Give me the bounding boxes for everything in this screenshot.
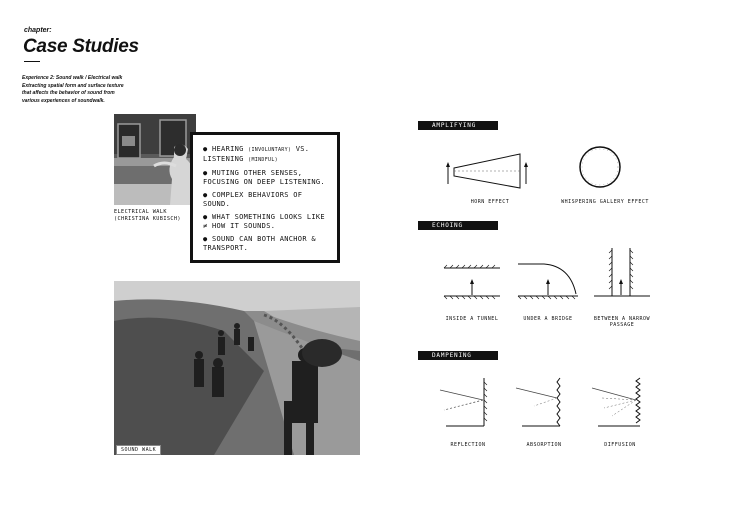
narrow-passage-diagram	[590, 244, 654, 304]
note-small: (MINDFUL)	[248, 156, 278, 163]
chapter-label: chapter:	[24, 27, 52, 34]
intro-line: Extracting spatial form and surface texture	[22, 82, 124, 89]
note-item	[203, 145, 329, 164]
note-item	[203, 213, 329, 230]
diffusion-caption: DIFFUSION	[604, 442, 636, 448]
notes-box	[190, 132, 340, 263]
bridge-caption: UNDER A BRIDGE	[523, 316, 573, 322]
sound-walk-photo	[114, 281, 360, 455]
title-underline	[24, 61, 40, 62]
tunnel-caption: INSIDE A TUNNEL	[445, 316, 499, 322]
whispering-gallery-caption: WHISPERING GALLERY EFFECT	[561, 199, 649, 205]
bridge-diagram	[514, 248, 582, 304]
intro-line: Experience 2: Sound walk / Electrical walk	[22, 75, 123, 81]
echoing-label: ECHOING	[418, 221, 498, 230]
horn-effect-diagram	[440, 140, 540, 196]
bullet-icon: ●	[203, 213, 208, 221]
amplifying-label: AMPLIFYING	[418, 121, 498, 130]
note-text: HEARING	[212, 145, 249, 153]
note-text: MUTING OTHER SENSES, FOCUSING ON DEEP LISTENING.	[203, 169, 325, 186]
tunnel-diagram	[440, 248, 504, 304]
page-title: Case Studies	[23, 36, 139, 57]
bullet-icon: ●	[203, 169, 208, 177]
note-small: (INVOLUNTARY)	[248, 147, 292, 153]
bullet-icon: ●	[203, 145, 208, 153]
absorption-diagram	[512, 374, 576, 434]
intro-line: that affects the behavior of sound from	[22, 90, 115, 96]
narrow-passage-caption	[584, 316, 660, 328]
electrical-walk-image	[114, 114, 196, 205]
absorption-caption: ABSORPTION	[526, 442, 562, 448]
bullet-icon: ●	[203, 191, 208, 199]
bullet-icon: ●	[203, 235, 208, 243]
note-text: WHAT SOMETHING LOOKS LIKE ≠ HOW IT SOUNDS.	[203, 213, 325, 230]
note-text: SOUND CAN BOTH ANCHOR & TRANSPORT.	[203, 235, 316, 252]
caption-line: PASSAGE	[609, 322, 635, 328]
dampening-label: DAMPENING	[418, 351, 498, 360]
diffusion-diagram	[588, 374, 652, 434]
note-item	[203, 235, 329, 252]
intro-text	[22, 75, 152, 105]
caption-line: BETWEEN A NARROW	[593, 316, 651, 322]
note-item	[203, 191, 329, 208]
electrical-walk-caption	[114, 209, 181, 222]
reflection-caption: REFLECTION	[450, 442, 486, 448]
intro-line: various experiences of soundwalk.	[22, 97, 105, 104]
whispering-gallery-diagram	[572, 140, 628, 196]
caption-line: ELECTRICAL WALK	[114, 209, 167, 215]
note-text: VS.	[291, 145, 310, 153]
note-text: COMPLEX BEHAVIORS OF SOUND.	[203, 191, 303, 208]
horn-effect-caption: HORN EFFECT	[470, 199, 510, 205]
reflection-diagram	[436, 374, 500, 434]
note-text: LISTENING	[203, 154, 249, 163]
sound-walk-caption: SOUND WALK	[116, 445, 161, 455]
electrical-walk-photo	[114, 114, 196, 205]
caption-line: (CHRISTINA KUBISCH)	[114, 215, 181, 222]
note-item	[203, 169, 329, 186]
sound-walk-image	[114, 281, 360, 455]
